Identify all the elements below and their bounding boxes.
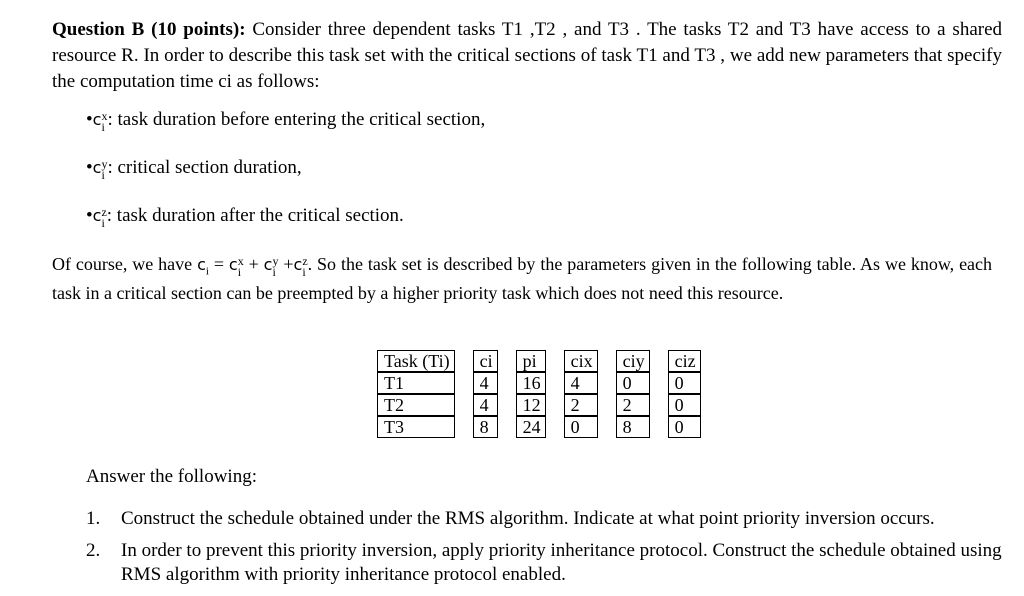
item-number: 1.: [86, 508, 101, 529]
answer-heading: Answer the following:: [86, 466, 257, 487]
table-cell: 8: [616, 416, 650, 438]
table-header-cell: ciy: [616, 350, 650, 372]
table-cell: 16: [516, 372, 546, 394]
table-cell: 0: [564, 416, 598, 438]
question-label: Question B (10 points):: [52, 19, 246, 40]
table-cell: 4: [473, 394, 498, 416]
table-row: [377, 372, 701, 394]
table-header-cell: pi: [516, 350, 546, 372]
question-intro: [52, 17, 1002, 95]
table-cell: 4: [564, 372, 598, 394]
table-cell: 4: [473, 372, 498, 394]
bullet-cy: •c y i : critical section duration,: [86, 157, 302, 182]
question-intro-text: Consider three dependent tasks T1 ,T2 , and T3 . The tasks T2 and T3 have access to a shared resource R. In order to describe this task set with the critical sections of task T1 and T3 , we add new parameters that specify the computation time ci as follows:: [52, 19, 1003, 92]
table-cell: T3: [377, 416, 455, 438]
item-text: In order to prevent this priority inversion, apply priority inheritance protocol. Construct the schedule obtained using RMS algorithm with priority inheritance protocol enabled.: [121, 540, 1002, 585]
table-cell: 0: [668, 372, 701, 394]
table-header-cell: Task (Ti): [377, 350, 455, 372]
table-cell: T2: [377, 394, 455, 416]
table-cell: 0: [668, 416, 701, 438]
table-header-row: [377, 350, 701, 372]
table-header-cell: ciz: [668, 350, 701, 372]
bullet-text: : task duration after the critical section.: [106, 205, 404, 226]
task-table: [377, 350, 701, 438]
table-row: [377, 394, 701, 416]
table-row: [377, 416, 701, 438]
bullet-cx: •c x i : task duration before entering the critical section,: [86, 109, 486, 134]
bullet-text: : critical section duration,: [107, 157, 302, 178]
table-cell: 2: [616, 394, 650, 416]
table-header-cell: ci: [473, 350, 498, 372]
item-number: 2.: [86, 540, 101, 561]
table-cell: 12: [516, 394, 546, 416]
item-text: Construct the schedule obtained under the RMS algorithm. Indicate at what point priority inversion occurs.: [121, 508, 935, 529]
bullet-cz: •c z i : task duration after the critical section.: [86, 205, 404, 230]
table-cell: T1: [377, 372, 455, 394]
bullet-text: : task duration before entering the critical section,: [107, 109, 486, 130]
table-cell: 2: [564, 394, 598, 416]
formula-paragraph: Of course, we have $c_i = c$ x i + c y i +c z i . So the task set is described by the parameters given in the following table. As we know, each task in a critical section can be preempted by a higher priority task which does not need this resource.: [52, 254, 993, 303]
table-cell: 0: [668, 394, 701, 416]
formula: $c_i = c$ x i + c y i +c z i: [197, 254, 308, 279]
table-header-cell: cix: [564, 350, 598, 372]
table-cell: 24: [516, 416, 546, 438]
table-cell: 8: [473, 416, 498, 438]
table-cell: 0: [616, 372, 650, 394]
